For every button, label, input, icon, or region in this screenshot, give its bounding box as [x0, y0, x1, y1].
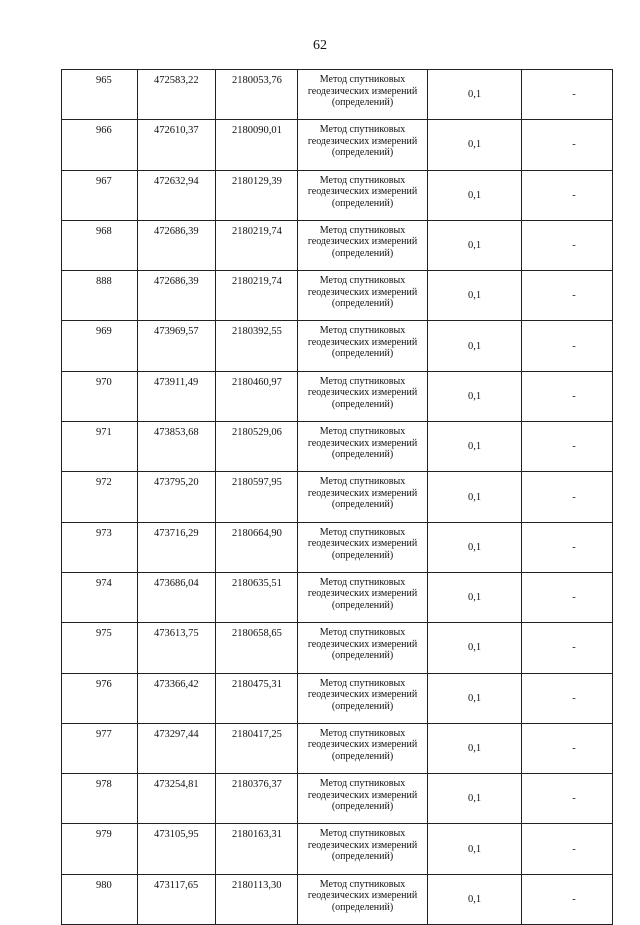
method-line: геодезических измерений: [307, 135, 418, 147]
method-cell: [298, 321, 428, 371]
method-cell: [298, 170, 428, 220]
point-number-cell: 968: [62, 220, 138, 270]
point-number-cell: 971: [62, 422, 138, 472]
y-coordinate-cell: 2180597,95: [216, 472, 298, 522]
note-cell: -: [522, 70, 613, 120]
method-line: (определений): [331, 97, 394, 108]
method-line: (определений): [331, 851, 394, 863]
x-coordinate-cell: 473105,95: [138, 824, 216, 874]
y-coordinate-cell: 2180129,39: [216, 170, 298, 220]
accuracy-cell: 0,1: [428, 220, 522, 270]
point-number-cell: 966: [62, 120, 138, 170]
method-line: Метод спутниковых: [319, 576, 406, 588]
point-number-cell: 980: [62, 874, 138, 924]
accuracy-cell: 0,1: [428, 120, 522, 170]
x-coordinate-cell: 473366,42: [138, 673, 216, 723]
method-line: Метод спутниковых: [319, 124, 406, 136]
method-line: Метод спутниковых: [319, 224, 406, 236]
y-coordinate-cell: 2180053,76: [216, 70, 298, 120]
accuracy-cell: 0,1: [428, 422, 522, 472]
method-line: Метод спутниковых: [319, 627, 406, 639]
table-row: [62, 371, 613, 421]
point-number-cell: 976: [62, 673, 138, 723]
method-line: (определений): [331, 247, 394, 259]
accuracy-cell: 0,1: [428, 874, 522, 924]
method-cell: [298, 774, 428, 824]
method-cell: [298, 723, 428, 773]
point-number-cell: 973: [62, 522, 138, 572]
y-coordinate-cell: 2180219,74: [216, 220, 298, 270]
point-number-cell: 969: [62, 321, 138, 371]
x-coordinate-cell: 472686,39: [138, 271, 216, 321]
x-coordinate-cell: 473969,57: [138, 321, 216, 371]
point-number-cell: 975: [62, 623, 138, 673]
table-row: [62, 572, 613, 622]
note-cell: -: [522, 623, 613, 673]
table-row: [62, 522, 613, 572]
table-row: [62, 271, 613, 321]
method-line: (определений): [331, 499, 394, 511]
note-cell: -: [522, 120, 613, 170]
point-number-cell: 967: [62, 170, 138, 220]
method-line: геодезических измерений: [307, 487, 418, 499]
point-number-cell: 979: [62, 824, 138, 874]
method-line: Метод спутниковых: [319, 677, 406, 689]
note-cell: -: [522, 723, 613, 773]
method-line: (определений): [331, 348, 394, 360]
method-line: геодезических измерений: [307, 638, 418, 650]
method-line: геодезических измерений: [307, 437, 418, 449]
note-cell: -: [522, 321, 613, 371]
method-line: геодезических измерений: [307, 689, 418, 701]
accuracy-cell: 0,1: [428, 321, 522, 371]
method-line: (определений): [331, 298, 394, 310]
note-cell: -: [522, 472, 613, 522]
y-coordinate-cell: 2180664,90: [216, 522, 298, 572]
method-line: геодезических измерений: [307, 890, 418, 902]
method-line: Метод спутниковых: [319, 74, 406, 85]
method-line: геодезических измерений: [307, 186, 418, 198]
method-line: (определений): [331, 750, 394, 762]
y-coordinate-cell: 2180376,37: [216, 774, 298, 824]
note-cell: -: [522, 572, 613, 622]
method-line: Метод спутниковых: [319, 727, 406, 739]
note-cell: -: [522, 371, 613, 421]
table-row: [62, 472, 613, 522]
accuracy-cell: 0,1: [428, 70, 522, 120]
accuracy-cell: 0,1: [428, 371, 522, 421]
method-cell: [298, 673, 428, 723]
method-line: (определений): [331, 599, 394, 611]
method-line: Метод спутниковых: [319, 828, 406, 840]
point-number-cell: 974: [62, 572, 138, 622]
note-cell: -: [522, 673, 613, 723]
accuracy-cell: 0,1: [428, 472, 522, 522]
accuracy-cell: 0,1: [428, 271, 522, 321]
table-row: [62, 774, 613, 824]
table-row: [62, 874, 613, 924]
x-coordinate-cell: 473297,44: [138, 723, 216, 773]
method-line: Метод спутниковых: [319, 174, 406, 186]
point-number-cell: 965: [62, 70, 138, 120]
table-row: [62, 220, 613, 270]
note-cell: -: [522, 774, 613, 824]
note-cell: -: [522, 824, 613, 874]
method-line: Метод спутниковых: [319, 325, 406, 337]
method-line: Метод спутниковых: [319, 375, 406, 387]
method-cell: [298, 271, 428, 321]
method-line: геодезических измерений: [307, 236, 418, 248]
table-row: [62, 673, 613, 723]
x-coordinate-cell: 473911,49: [138, 371, 216, 421]
x-coordinate-cell: 472686,39: [138, 220, 216, 270]
table-row: [62, 120, 613, 170]
method-line: геодезических измерений: [307, 85, 418, 97]
note-cell: -: [522, 220, 613, 270]
x-coordinate-cell: 472583,22: [138, 70, 216, 120]
method-line: геодезических измерений: [307, 538, 418, 550]
method-cell: [298, 70, 428, 120]
method-cell: [298, 623, 428, 673]
table-row: [62, 723, 613, 773]
y-coordinate-cell: 2180090,01: [216, 120, 298, 170]
method-line: геодезических измерений: [307, 588, 418, 600]
method-cell: [298, 472, 428, 522]
method-line: (определений): [331, 801, 394, 813]
method-cell: [298, 824, 428, 874]
accuracy-cell: 0,1: [428, 170, 522, 220]
y-coordinate-cell: 2180635,51: [216, 572, 298, 622]
y-coordinate-cell: 2180113,30: [216, 874, 298, 924]
y-coordinate-cell: 2180529,06: [216, 422, 298, 472]
x-coordinate-cell: 473853,68: [138, 422, 216, 472]
method-line: Метод спутниковых: [319, 526, 406, 538]
note-cell: -: [522, 422, 613, 472]
table-row: [62, 623, 613, 673]
x-coordinate-cell: 473686,04: [138, 572, 216, 622]
x-coordinate-cell: 473795,20: [138, 472, 216, 522]
note-cell: -: [522, 874, 613, 924]
method-cell: [298, 572, 428, 622]
accuracy-cell: 0,1: [428, 723, 522, 773]
method-line: Метод спутниковых: [319, 476, 406, 488]
method-line: (определений): [331, 549, 394, 561]
method-cell: [298, 422, 428, 472]
method-line: геодезических измерений: [307, 286, 418, 298]
method-cell: [298, 220, 428, 270]
y-coordinate-cell: 2180219,74: [216, 271, 298, 321]
x-coordinate-cell: 473613,75: [138, 623, 216, 673]
method-line: (определений): [331, 147, 394, 159]
point-number-cell: 977: [62, 723, 138, 773]
method-cell: [298, 120, 428, 170]
method-line: (определений): [331, 700, 394, 712]
accuracy-cell: 0,1: [428, 673, 522, 723]
method-line: Метод спутниковых: [319, 878, 406, 890]
table-row: [62, 422, 613, 472]
accuracy-cell: 0,1: [428, 522, 522, 572]
table-row: [62, 824, 613, 874]
note-cell: -: [522, 170, 613, 220]
y-coordinate-cell: 2180392,55: [216, 321, 298, 371]
accuracy-cell: 0,1: [428, 572, 522, 622]
note-cell: -: [522, 522, 613, 572]
method-line: (определений): [331, 901, 394, 913]
method-line: геодезических измерений: [307, 336, 418, 348]
table-row: [62, 170, 613, 220]
x-coordinate-cell: 472610,37: [138, 120, 216, 170]
x-coordinate-cell: 473716,29: [138, 522, 216, 572]
accuracy-cell: 0,1: [428, 623, 522, 673]
y-coordinate-cell: 2180163,31: [216, 824, 298, 874]
x-coordinate-cell: 473254,81: [138, 774, 216, 824]
point-number-cell: 970: [62, 371, 138, 421]
point-number-cell: 972: [62, 472, 138, 522]
note-cell: -: [522, 271, 613, 321]
method-line: (определений): [331, 650, 394, 662]
accuracy-cell: 0,1: [428, 824, 522, 874]
table-body: [62, 70, 613, 925]
accuracy-cell: 0,1: [428, 774, 522, 824]
method-line: (определений): [331, 398, 394, 410]
method-cell: [298, 522, 428, 572]
method-line: Метод спутниковых: [319, 275, 406, 287]
method-line: геодезических измерений: [307, 789, 418, 801]
x-coordinate-cell: 473117,65: [138, 874, 216, 924]
method-line: геодезических измерений: [307, 839, 418, 851]
method-line: Метод спутниковых: [319, 426, 406, 438]
method-line: Метод спутниковых: [319, 778, 406, 790]
point-number-cell: 888: [62, 271, 138, 321]
y-coordinate-cell: 2180460,97: [216, 371, 298, 421]
method-line: (определений): [331, 197, 394, 209]
point-number-cell: 978: [62, 774, 138, 824]
page-number: 62: [313, 38, 327, 53]
method-cell: [298, 874, 428, 924]
method-line: (определений): [331, 449, 394, 461]
table-row: [62, 70, 613, 120]
y-coordinate-cell: 2180658,65: [216, 623, 298, 673]
y-coordinate-cell: 2180417,25: [216, 723, 298, 773]
method-cell: [298, 371, 428, 421]
method-line: геодезических измерений: [307, 387, 418, 399]
coordinates-table: [61, 69, 613, 925]
y-coordinate-cell: 2180475,31: [216, 673, 298, 723]
method-line: геодезических измерений: [307, 739, 418, 751]
table-row: [62, 321, 613, 371]
x-coordinate-cell: 472632,94: [138, 170, 216, 220]
